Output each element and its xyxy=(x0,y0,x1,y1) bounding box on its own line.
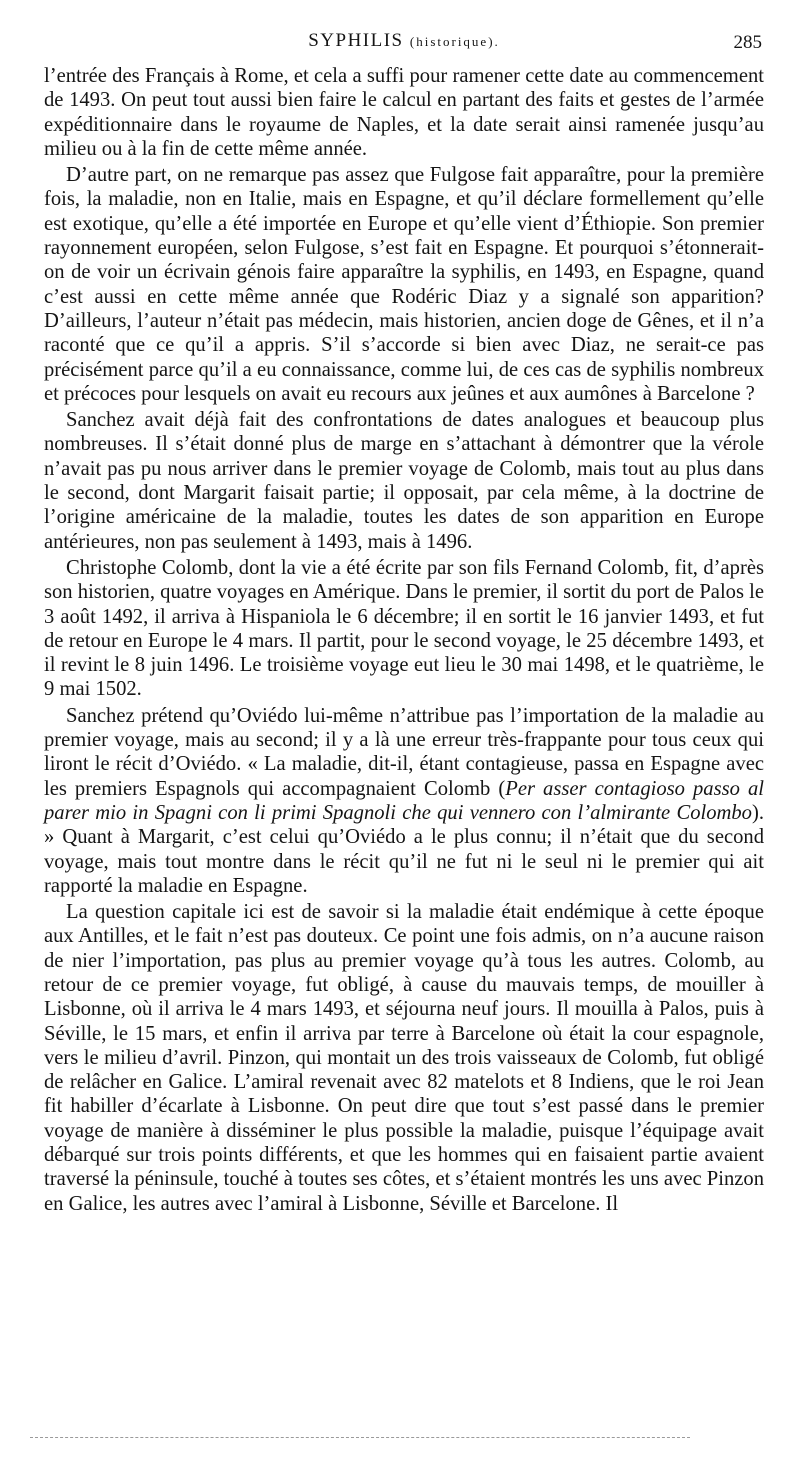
paragraph xyxy=(44,408,764,554)
text-run: Sanchez prétend qu’Oviédo lui-même n’attribue pas l’importation de la maladie au premier voyage, mais au second; il y a là une erreur très-frappante pour tous ceux qui liront le récit d’Oviédo. « La maladie, dit-il, étant contagieuse, passa en Espagne avec les premiers Espagnols qui accompagnaient Colomb ( xyxy=(44,704,764,800)
text-run: D’autre part, on ne remarque pas assez que Fulgose fait apparaître, pour la première fois, la maladie, non en Italie, mais en Espagne, et qu’il déclare formellement qu’elle est exotique, qu’elle a été importée en Europe et qu’elle vient d’Éthiopie. Son premier rayonnement européen, selon Fulgose, s’est fait en Espagne. Et pourquoi s’étonnerait-on de voir un écrivain génois faire apparaître la syphilis, en 1493, en Espagne, quand c’est aussi en cette même année que Rodéric Diaz y a signalé son apparition? D’ailleurs, l’auteur n’était pas médecin, mais historien, ancien doge de Gênes, et il n’a raconté que ce qu’il a appris. S’il s’accorde si bien avec Diaz, ne serait-ce pas précisément parce qu’il a eu connaissance, comme lui, de ces cas de syphilis nombreux et précoces pour lesquels on avait eu recours aux jeûnes et aux aumônes à Barcelone ? xyxy=(44,164,764,405)
text-run: Sanchez avait déjà fait des confrontations de dates analogues et beaucoup plus nombreuses. Il s’était donné plus de marge en s’attachant à démontrer que la vérole n’avait pas pu nous arriver dans le premier voyage de Colomb, mais tout au plus dans le second, dont Margarit faisait partie; il opposait, par cela même, à la doctrine de l’origine américaine de la maladie, toutes les dates de son apparition en Europe antérieures, non pas seulement à 1493, mais à 1496. xyxy=(44,409,764,553)
running-title xyxy=(44,30,764,52)
running-title-main: SYPHILIS xyxy=(308,30,404,51)
footer-rule xyxy=(30,1437,690,1438)
text-run: l’entrée des Français à Rome, et cela a suffi pour ramener cette date au commencement de 1493. On peut tout aussi bien faire le calcul en partant des faits et gestes de l’armée expéditionnaire dans le royaume de Naples, et la date serait ainsi ramenée jusqu’au milieu ou à la fin de cette même année. xyxy=(44,65,764,160)
page-number: 285 xyxy=(733,32,762,53)
body-text xyxy=(44,64,764,1216)
text-run: Christophe Colomb, dont la vie a été écrite par son fils Fernand Colomb, fit, d’après son historien, quatre voyages en Amérique. Dans le premier, il sortit du port de Palos le 3 août 1492, il arriva à Hispaniola le 6 décembre; il en sortit le 16 janvier 1493, et fut de retour en Europe le 4 mars. Il partit, pour le second voyage, le 25 décembre 1493, et il revint le 8 juin 1496. Le troisième voyage eut lieu le 30 mai 1498, et le quatrième, le 9 mai 1502. xyxy=(44,556,764,701)
italic-quotation: Per asser contagioso passo al parer mio in Spagni con li primi Spagnoli che qui vennero con l’almirante Colombo xyxy=(44,777,764,824)
running-title-subtitle: (historique). xyxy=(409,34,500,49)
paragraph xyxy=(44,900,764,1216)
text-run: La question capitale ici est de savoir si la maladie était endémique à cette époque aux Antilles, et le fait n’est pas douteux. Ce point une fois admis, on n’a aucune raison de nier l’importation, pas plus au premier voyage qu’à tous les autres. Colomb, au retour de ce premier voyage, fut obligé, à cause du mauvais temps, de mouiller à Lisbonne, où il arriva le 4 mars 1493, et séjourna neuf jours. Il mouilla à Palos, puis à Séville, le 15 mars, et enfin il arriva par terre à Barcelone où était la cour espagnole, vers le milieu d’avril. Pinzon, qui montait un des trois vaisseaux de Colomb, fut obligé de relâcher en Galice. L’amiral revenait avec 82 matelots et 8 Indiens, que le roi Jean fit habiller d’écarlate à Lisbonne. On peut dire que tout s’est passé dans le premier voyage de manière à disséminer le plus possible la maladie, puisque l’équipage avait débarqué sur trois points différents, et que les hommes qui en faisaient partie avaient traversé la péninsule, touché à toutes ses côtes, et s’étaient montrés les uns avec Pinzon en Galice, les autres avec l’amiral à Lisbonne, Séville et Barcelone. Il xyxy=(44,901,764,1215)
paragraph xyxy=(44,163,764,406)
paragraph xyxy=(44,556,764,702)
running-header xyxy=(44,30,764,64)
paragraph xyxy=(44,704,764,898)
text-run: ). » Quant à Margarit, c’est celui qu’Oviédo a le plus connu; il n’était que du second voyage, mais tout montre dans le récit qu’il ne fut ni le seul ni le premier qui ait rapporté la maladie en Espagne. xyxy=(44,801,764,897)
paragraph xyxy=(44,64,764,161)
